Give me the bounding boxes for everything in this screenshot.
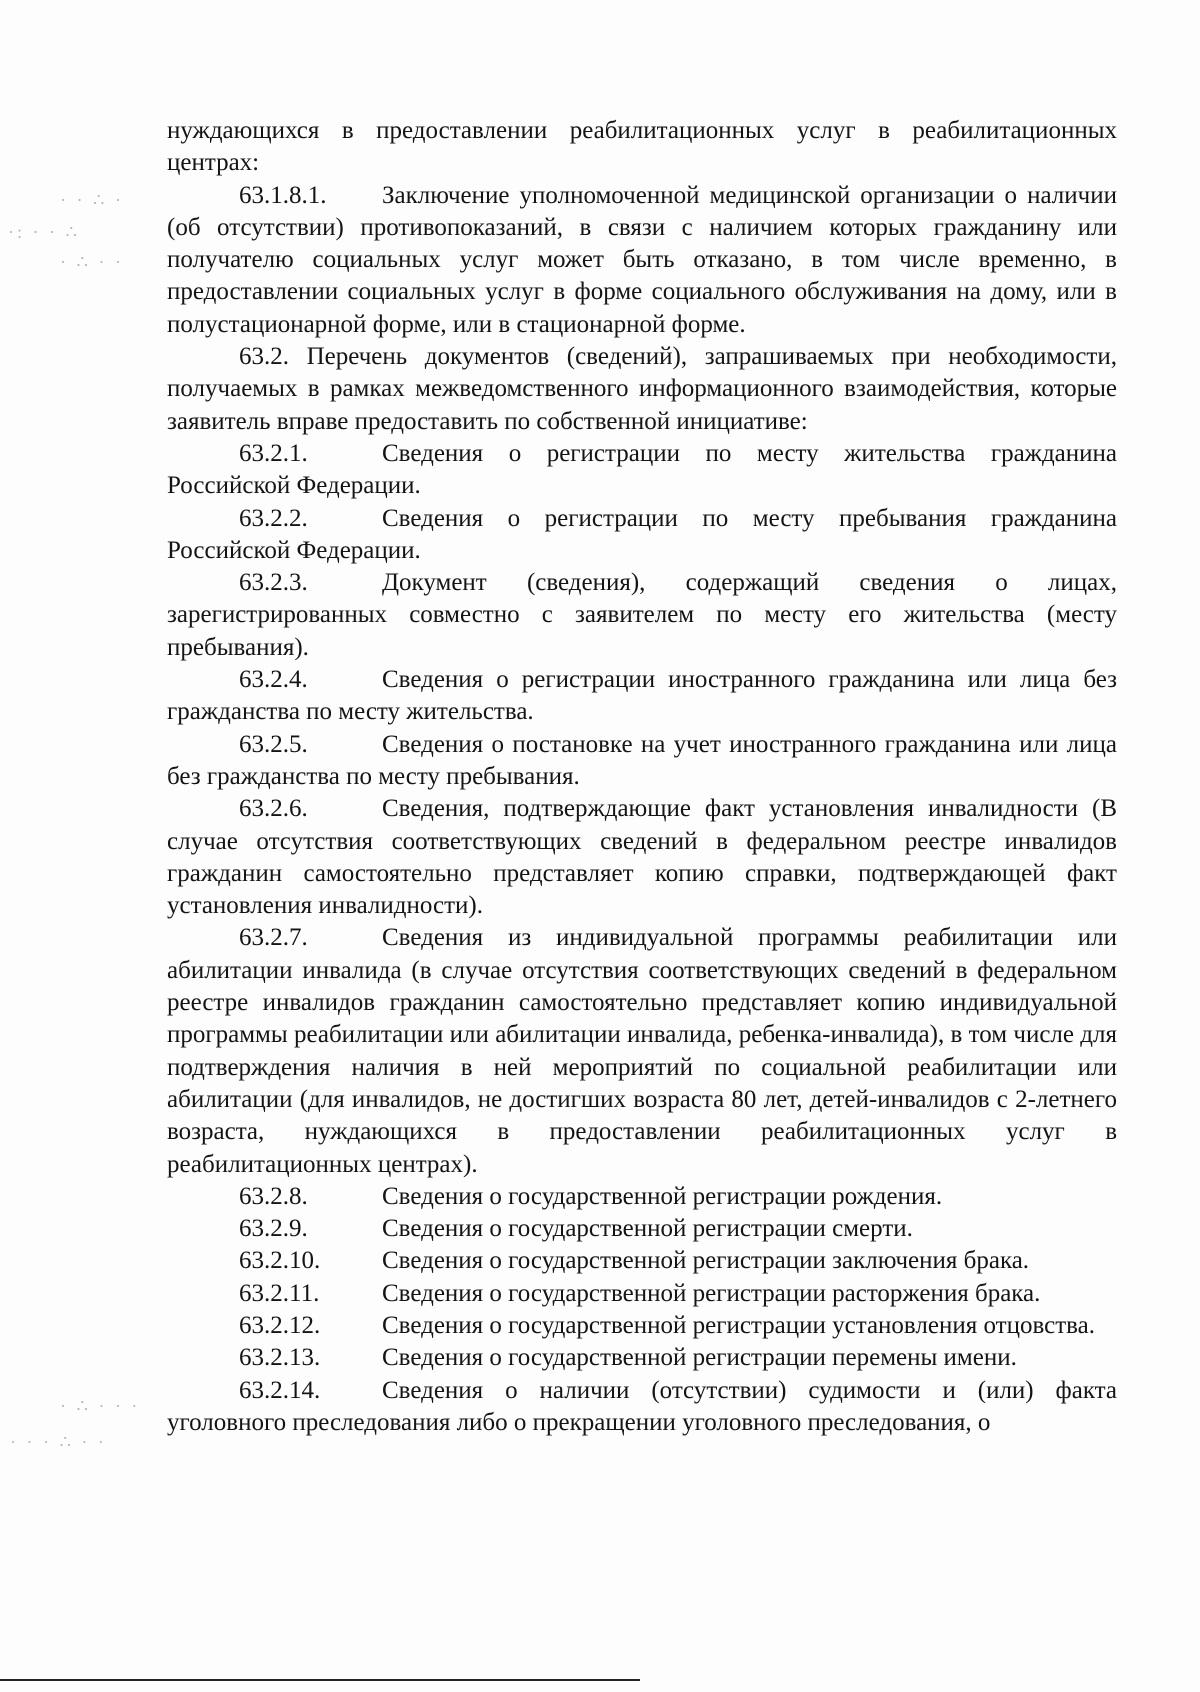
list-item	[167, 503, 1117, 568]
list-item	[167, 1245, 1117, 1277]
item-number: 63.2.14.	[239, 1376, 321, 1404]
item-text: Сведения о государственной регистрации смерти.	[382, 1215, 913, 1243]
item-text: Сведения о государственной регистрации установления отцовства.	[382, 1311, 1095, 1339]
scan-noise: · · · ∴ · ·	[10, 1432, 107, 1452]
item-text: Сведения о государственной регистрации рождения.	[382, 1182, 943, 1210]
item-number: 63.2.6.	[239, 795, 308, 823]
list-item	[167, 1342, 1117, 1374]
item-text: Сведения из индивидуальной программы реабилитации или абилитации инвалида (в случае отсутствия соответствующих сведений в федеральном реестре инвалидов гражданин самостоятельно представляет копию индивидуальной программы реабилитации или абилитации инвалида, ребенка-инвалида), в том числе для подтверждения наличия в ней мероприятий по социальной реабилитации или абилитации (для инвалидов, не достигших возраста 80 лет, детей-инвалидов с 2-летнего возраста, нуждающихся в предоставлении реабилитационных услуг в реабилитационных центрах).	[167, 924, 1117, 1178]
document-body	[167, 115, 1117, 1439]
item-number: 63.2.5.	[239, 730, 308, 758]
scan-noise: · ∴ · ·	[60, 252, 124, 272]
item-text: Документ (сведения), содержащий сведения о лицах, зарегистрированных совместно с заявителем по месту его жительства (месту пребывания).	[167, 569, 1117, 661]
item-text: Сведения о регистрации по месту пребывания гражданина Российской Федерации.	[167, 504, 1117, 564]
item-number: 63.2.11.	[239, 1279, 320, 1307]
item-number: 63.2.4.	[239, 666, 308, 694]
list-item	[167, 1213, 1117, 1245]
list-item	[167, 922, 1117, 1180]
item-number: 63.2.12.	[239, 1311, 321, 1339]
item-number: 63.2.2.	[239, 504, 308, 532]
item-number: 63.2.7.	[239, 924, 308, 952]
item-number: 63.2.8.	[239, 1182, 308, 1210]
item-number: 63.2.13.	[239, 1344, 321, 1372]
list-item	[167, 180, 1117, 341]
item-text: Сведения о государственной регистрации заключения брака.	[382, 1247, 1030, 1275]
list-item	[167, 438, 1117, 503]
item-text: Сведения о государственной регистрации расторжения брака.	[382, 1279, 1041, 1307]
item-number: 63.2.10.	[239, 1247, 321, 1275]
list-item	[167, 1310, 1117, 1342]
list-item	[167, 664, 1117, 729]
paragraph-continuation: нуждающихся в предоставлении реабилитационных услуг в реабилитационных центрах:	[167, 117, 1117, 177]
item-text: Сведения о регистрации иностранного гражданина или лица без гражданства по месту жительства.	[167, 666, 1117, 726]
scan-noise: · ∴ · · ·	[60, 1396, 141, 1416]
item-number: 63.2.1.	[239, 439, 308, 467]
list-item	[167, 1181, 1117, 1213]
item-text: Сведения о постановке на учет иностранного гражданина или лица без гражданства по месту пребывания.	[167, 730, 1117, 790]
list-item	[167, 567, 1117, 664]
page-bottom-edge	[0, 1679, 640, 1681]
item-text: Заключение уполномоченной медицинской организации о наличии (об отсутствии) противопоказаний, в связи с наличием которых гражданину или получателю социальных услуг может быть отказано, в том числе временно, в предоставлении социальных услуг в форме социального обслуживания на дому, или в полустационарной форме, или в стационарной форме.	[167, 181, 1117, 338]
section-heading-paragraph: 63.2. Перечень документов (сведений), запрашиваемых при необходимости, получаемых в рамках межведомственного информационного взаимодействия, которые заявитель вправе предоставить по собственной инициативе:	[167, 343, 1117, 435]
list-item	[167, 1375, 1117, 1440]
item-number: 63.1.8.1.	[239, 181, 327, 209]
scan-noise: ·: · · ∴	[8, 222, 80, 242]
list-item	[167, 1278, 1117, 1310]
item-number: 63.2.9.	[239, 1215, 308, 1243]
item-number: 63.2.3.	[239, 569, 308, 597]
list-item	[167, 793, 1117, 922]
item-text: Сведения, подтверждающие факт установления инвалидности (В случае отсутствия соответствующих сведений в федеральном реестре инвалидов гражданин самостоятельно представляет копию справки, подтверждающей факт установления инвалидности).	[167, 795, 1117, 920]
list-item	[167, 729, 1117, 794]
item-text: Сведения о государственной регистрации перемены имени.	[382, 1344, 1017, 1372]
item-text: Сведения о регистрации по месту жительства гражданина Российской Федерации.	[167, 439, 1117, 500]
scan-noise: · · ∴ ·	[60, 190, 124, 210]
item-text: Сведения о наличии (отсутствии) судимости и (или) факта уголовного преследования либо о прекращении уголовного преследования, о	[167, 1376, 1117, 1436]
